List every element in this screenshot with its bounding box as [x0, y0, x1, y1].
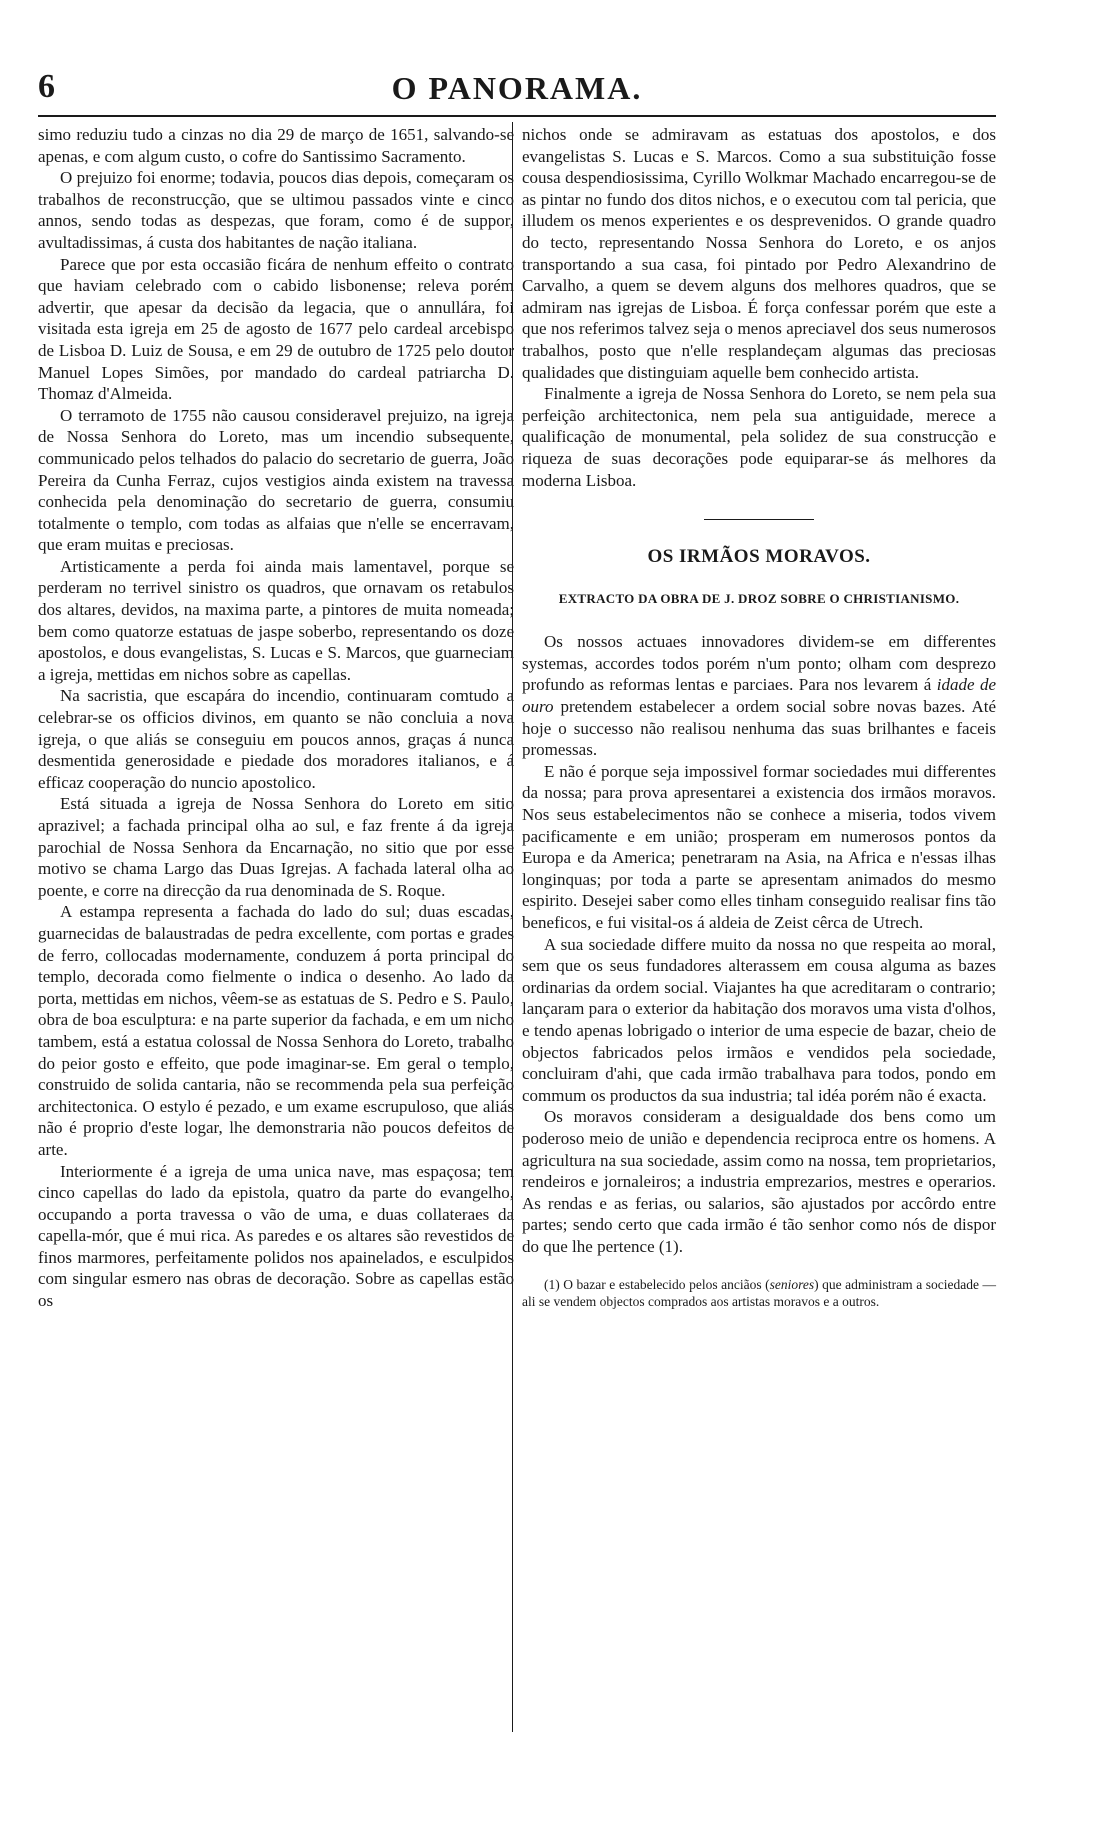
text-run: (1) O bazar e estabelecido pelos anciãos (: [544, 1276, 770, 1292]
paragraph: A estampa representa a fachada do lado do sul; duas escadas, guarnecidas de balaustradas de pedra excellente, com portas e grades de ferro, collocadas modernamente, conduzem á porta principal do templo, decorada como fielmente o indica o desenho. Ao lado da porta, mettidas em nichos, vêem-se as estatuas de S. Pedro e S. Paulo, obra de boa esculptura: e na parte superior da fachada, e em um nicho tambem, está a estatua colossal de Nossa Senhora do Loreto, trabalho do peior gosto e effeito, que pode imaginar-se. Em geral o templo, construido de solida cantaria, não se recommenda pela sua perfeição architectonica. O estylo é pezado, e um exame escrupuloso, que aliás não é proprio d'este logar, lhe demonstraria não poucos defeitos de arte.: [38, 902, 514, 1159]
article-paragraph: [522, 631, 996, 761]
article-paragraph: E não é porque seja impossivel formar sociedades mui differentes da nossa; para prova apresentarei a existencia dos irmãos moravos. Nos seus estabelecimentos não se conhece a miseria, todos vivem pacificamente e em união; prosperam em numerosos pontos da Europa e da America; penetraram na Asia, na Africa e n'essas ilhas longinquas; por toda a parte se apresentam animados do mesmo espirito. Desejei saber como elles tinham conseguido realisar fins tão beneficos, e fui visital-os á aldeia de Zeist cêrca de Utrech.: [522, 761, 996, 932]
paragraph: O prejuizo foi enorme; todavia, poucos dias depois, começaram os trabalhos de reconstrucção, que se ultimou passados vinte e cinco annos, sendo todas as despezas, que foram, como é de suppor, avultadissimas, á custa dos habitantes de nação italiana.: [38, 168, 514, 252]
footnote: [522, 1276, 996, 1310]
text-run: ) que administram a sociedade — ali se vendem objectos comprados aos artistas moravos e a outros.: [522, 1276, 996, 1309]
paragraph: simo reduziu tudo a cinzas no dia 29 de março de 1651, salvando-se apenas, e com algum custo, o cofre do Santissimo Sacramento.: [38, 125, 514, 166]
right-column: [522, 124, 996, 1310]
section-divider: [704, 519, 814, 520]
page-header: [38, 68, 996, 112]
page-number: 6: [38, 68, 55, 105]
section-title: OS IRMÃOS MORAVOS.: [647, 546, 871, 568]
paragraph: Interiormente é a igreja de uma unica nave, mas espaçosa; tem cinco capellas do lado da epistola, quatro da parte do evangelho, occupando a porta travessa o vão de uma, e duas collateraes da capella-mór, que é mui rica. As paredes e os altares são revestidos de finos marmores, perfeitamente polidos nos apainelados, e esculpidos com singular esmero nas obras de decoração. Sobre as capellas estão os: [38, 1161, 514, 1311]
running-title: O PANORAMA.: [391, 70, 643, 106]
paragraph: Finalmente a igreja de Nossa Senhora do Loreto, se nem pela sua perfeição architectonica, nem pela sua antiguidade, merece a qualificação de monumental, pela solidez de sua construcção e riqueza de suas decorações pode equiparar-se ás melhores da moderna Lisboa.: [522, 384, 996, 490]
italic-phrase: seniores: [769, 1276, 815, 1292]
header-rule: [38, 115, 996, 117]
paragraph: Parece que por esta occasião ficára de nenhum effeito o contrato que haviam celebrado com o cabido lisbonense; releva porém advertir, que apesar da decisão da legacia, que o annullára, foi visitada esta igreja em 25 de agosto de 1677 pelo cardeal arcebispo de Lisboa D. Luiz de Sousa, e em 29 de outubro de 1725 pelo doutor Manuel Lopes Simões, por mandado do cardeal patriarcha D. Thomaz d'Almeida.: [38, 254, 514, 404]
left-column: [38, 124, 514, 1312]
text-run: pretendem estabelecer a ordem social sobre novas bazes. Até hoje o successo não realisou nenhuma das suas brilhantes e faceis promessas.: [522, 697, 996, 760]
paragraph: Na sacristia, que escapára do incendio, continuaram comtudo a celebrar-se os officios divinos, em quanto se não concluia a nova igreja, o que aliás se conseguiu em poucos annos, graças á nunca desmentida generosidade e piedade dos moradores italianos, e á efficaz cooperação do nuncio apostolico.: [38, 686, 514, 792]
paragraph: Artisticamente a perda foi ainda mais lamentavel, porque se perderam no terrivel sinistro os quadros, que ornavam os retabulos dos altares, devidos, na maxima parte, a pintores de muita nomeada; bem como quatorze estatuas de jaspe soberbo, representando os doze apostolos, e dous evangelistas, S. Lucas e S. Marcos, que guarneciam a igreja, mettidas em nichos sobre as capellas.: [38, 556, 514, 684]
article-paragraph: Os moravos consideram a desigualdade dos bens como um poderoso meio de união e dependencia reciproca entre os homens. A agricultura na sua sociedade, assim como na nossa, tem proprietarios, rendeiros e jornaleiros; a industria emprezarios, mestres e operarios. As rendas e as ferias, ou salarios, são ajustados por accôrdo entre partes; sendo certo que cada irmão é tão senhor como nós de dispor do que lhe pertence (1).: [522, 1107, 996, 1256]
article-paragraph: A sua sociedade differe muito da nossa no que respeita ao moral, sem que os seus fundadores alterassem em cousa alguma as bazes ordinarias da ordem social. Viajantes ha que acreditaram o contrario; lançaram para o exterior da habitação dos moravos uma vista d'olhos, e tendo apenas lobrigado o interior de uma especie de bazar, cheio de objectos fabricados pelos irmãos e vendidos pela sociedade, concluiram d'ahi, que cada irmão trabalhava para todos, pondo em commum os productos da sua industria; tal idéa porém não é exacta.: [522, 934, 996, 1105]
paragraph: O terramoto de 1755 não causou consideravel prejuizo, na igreja de Nossa Senhora do Loreto, mas um incendio subsequente, communicado pelos telhados do palacio do secretario de guerra, João Pereira da Cunha Ferraz, cujos vestigios ainda existem na travessa conhecida pela denominação do secretario de guerra, consumiu totalmente o templo, com todas as alfaias que n'elle se encerravam, que eram muitas e preciosas.: [38, 405, 514, 555]
section-subtitle: EXTRACTO DA OBRA DE J. DROZ SOBRE O CHRISTIANISMO.: [558, 590, 960, 606]
text-run: Os nossos actuaes innovadores dividem-se em differentes systemas, accordes todos porém n'um ponto; olham com desprezo profundo as reformas lentas e parciaes. Para nos levarem á: [522, 632, 996, 695]
italic-phrase: idade de ouro: [522, 675, 996, 717]
paragraph: Está situada a igreja de Nossa Senhora do Loreto em sitio aprazivel; a fachada principal olha ao sul, e faz frente á da igreja parochial de Nossa Senhora da Encarnação, no sitio que por esse motivo se chama Largo das Duas Igrejas. A fachada lateral olha ao poente, e corre na direcção da rua denominada de S. Roque.: [38, 794, 514, 900]
paragraph: nichos onde se admiravam as estatuas dos apostolos, e dos evangelistas S. Lucas e S. Marcos. Como a sua substituição fosse cousa despendiosissima, Cyrillo Wolkmar Machado encarregou-se de as pintar no fundo dos ditos nichos, e o executou com tal pericia, que illudem os menos experientes e os desprevenidos. O grande quadro do tecto, representando Nossa Senhora do Loreto, e os anjos transportando a sua casa, foi pintado por Pedro Alexandrino de Carvalho, a quem se devem alguns dos melhores quadros, que se admiram nas igrejas de Lisboa. É força confessar porém que este a que nos referimos talvez seja o menos apreciavel dos seus numerosos trabalhos, posto que n'elle resplandeçam algumas das preciosas qualidades que distinguiam aquelle bem conhecido artista.: [522, 125, 996, 382]
